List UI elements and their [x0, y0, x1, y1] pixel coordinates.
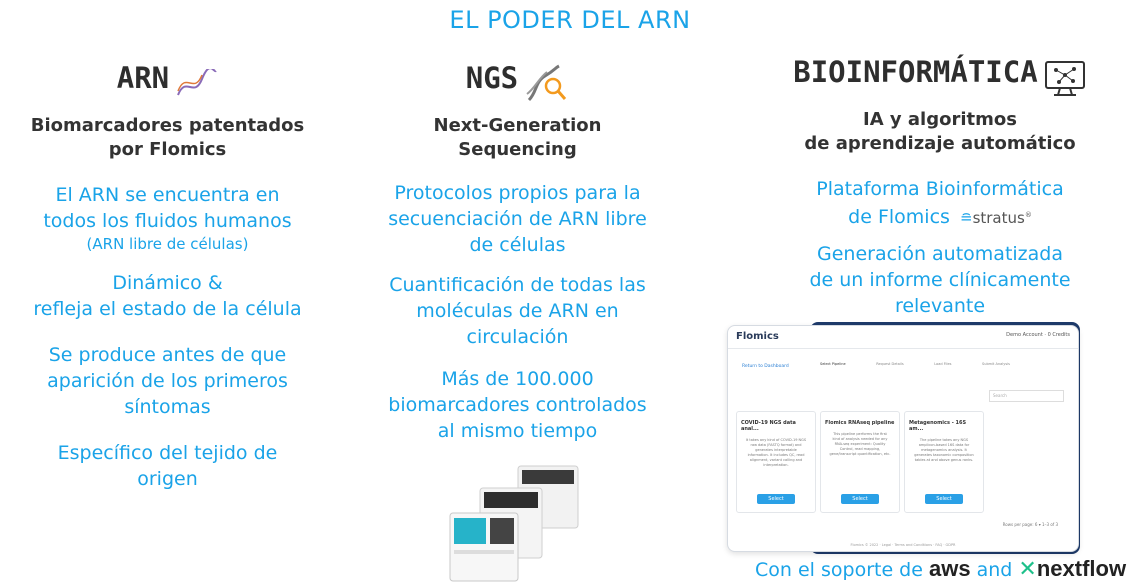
ngs-block-3-line-2: biomarcadores controlados: [388, 394, 647, 416]
ngs-subtitle-line-2: Sequencing: [458, 139, 577, 160]
arn-block-4-line-2: origen: [137, 468, 198, 490]
pipeline-card-rnaseq[interactable]: [820, 411, 900, 513]
dashboard-header: [728, 326, 1078, 349]
step-4: Submit Analysis: [982, 362, 1010, 366]
arn-block-2-line-1: Dinámico &: [112, 272, 223, 294]
bio-platform-text: de Flomics: [848, 206, 950, 228]
dashboard-footer: Flomics © 2022 · Legal · Terms and Conditions · FAQ · GDPR: [850, 543, 956, 547]
support-and: and: [976, 559, 1013, 581]
ngs-block-3-line-1: Más de 100.000: [441, 368, 594, 390]
nextflow-logo: nextflow: [1036, 556, 1127, 581]
step-3: Load Files: [934, 362, 952, 366]
nextflow-logo-icon: ✕: [1018, 557, 1037, 582]
dna-magnifier-icon: [525, 64, 569, 104]
dashboard-account[interactable]: Demo Account · 0 Credits: [1006, 332, 1070, 338]
bio-subtitle-line-2: de aprendizaje automático: [804, 133, 1076, 154]
ngs-subtitle-line-1: Next-Generation: [433, 115, 602, 136]
bio-platform-line-1: Plataforma Bioinformática: [816, 178, 1064, 200]
support-prefix: Con el soporte de: [755, 559, 923, 581]
support-line: [755, 556, 1126, 582]
ngs-heading: NGS: [465, 61, 519, 95]
card-title: COVID-19 NGS data anal...: [741, 420, 796, 432]
dashboard-logo: Flomics: [736, 331, 779, 342]
bio-report-line-1: Generación automatizada: [817, 243, 1063, 265]
stepper: [820, 362, 1010, 366]
bio-subtitle-line-1: IA y algoritmos: [863, 109, 1017, 130]
card-title: Metagenomics - 16S am...: [909, 420, 967, 432]
select-button[interactable]: Select: [841, 494, 879, 504]
select-button[interactable]: Select: [757, 494, 795, 504]
arn-block-4-line-1: Específico del tejido de: [57, 442, 278, 464]
column-ngs: [365, 56, 670, 444]
ngs-block-2-line-1: Cuantificación de todas las: [389, 274, 646, 296]
arn-block-1-line-1: El ARN se encuentra en: [55, 184, 280, 206]
card-body: It takes any kind of COVID-19 NGS raw data (FASTQ format) and generates interpretable information. It includes QC, read alignment, variant calling and interpretation.: [745, 438, 807, 467]
pagination[interactable]: Rows per page: 6 ▾ 1–3 of 3: [1002, 522, 1058, 527]
page-title: EL PODER DEL ARN: [449, 6, 691, 34]
column-bioinformatica: [745, 50, 1135, 319]
search-input[interactable]: Search: [989, 390, 1064, 402]
column-arn: [10, 56, 325, 492]
ngs-block-1-line-2: secuenciación de ARN libre: [388, 208, 647, 230]
arn-subtitle-line-2: por Flomics: [108, 139, 227, 160]
bio-heading-row: [745, 50, 1135, 94]
ngs-block-2-line-2: moléculas de ARN en: [416, 300, 619, 322]
select-button[interactable]: Select: [925, 494, 963, 504]
ngs-block-3-line-3: al mismo tiempo: [437, 420, 598, 442]
pipeline-card-metagenomics[interactable]: [904, 411, 984, 513]
arn-heading-row: [10, 56, 325, 100]
computer-network-icon: [1043, 58, 1087, 98]
card-body: The pipeline takes any NGS amplicon-based 16S data for metagenomics analysis. It generates taxonomic composition tables at and above genus ranks.: [914, 438, 974, 462]
ngs-block-2-line-3: circulación: [466, 326, 569, 348]
ngs-heading-row: [365, 56, 670, 100]
back-link[interactable]: Return to Dashboard: [742, 364, 789, 369]
arn-block-3-line-3: síntomas: [124, 396, 211, 418]
aws-logo: aws: [928, 556, 971, 581]
bio-report-line-2: de un informe clínicamente: [809, 269, 1071, 291]
ngs-block-1-line-1: Protocolos propios para la: [394, 182, 641, 204]
pipeline-card-covid[interactable]: [736, 411, 816, 513]
bio-heading: BIOINFORMÁTICA: [793, 55, 1038, 89]
sequencer-machines-image: [440, 458, 590, 583]
arn-block-2-line-2: refleja el estado de la célula: [33, 298, 302, 320]
card-title: Flomics RNAseq pipeline: [825, 420, 895, 426]
stratus-mark-icon: ≘: [959, 209, 973, 227]
arn-subtitle-line-1: Biomarcadores patentados: [30, 115, 305, 136]
step-1: Select Pipeline: [820, 362, 846, 366]
arn-block-3-line-1: Se produce antes de que: [48, 344, 287, 366]
card-body: This pipeline performs the first kind of analysis needed for any RNA-seq experiment: Quality Control, read mapping, gene/transcript quantification, etc.: [829, 432, 891, 456]
arn-block-1-line-2: todos los fluidos humanos: [43, 210, 292, 232]
stratus-logo: ≘stratus®: [959, 209, 1032, 227]
rna-strand-icon: [176, 69, 218, 99]
step-2: Request Details: [876, 362, 904, 366]
arn-block-1-note: (ARN libre de células): [86, 235, 249, 253]
bio-report-line-3: relevante: [894, 295, 986, 317]
arn-heading: ARN: [116, 61, 170, 95]
dashboard-screenshot: [727, 325, 1079, 552]
arn-block-3-line-2: aparición de los primeros: [47, 370, 288, 392]
bio-platform-line-2: [745, 202, 1135, 231]
ngs-block-1-line-3: de células: [469, 234, 566, 256]
